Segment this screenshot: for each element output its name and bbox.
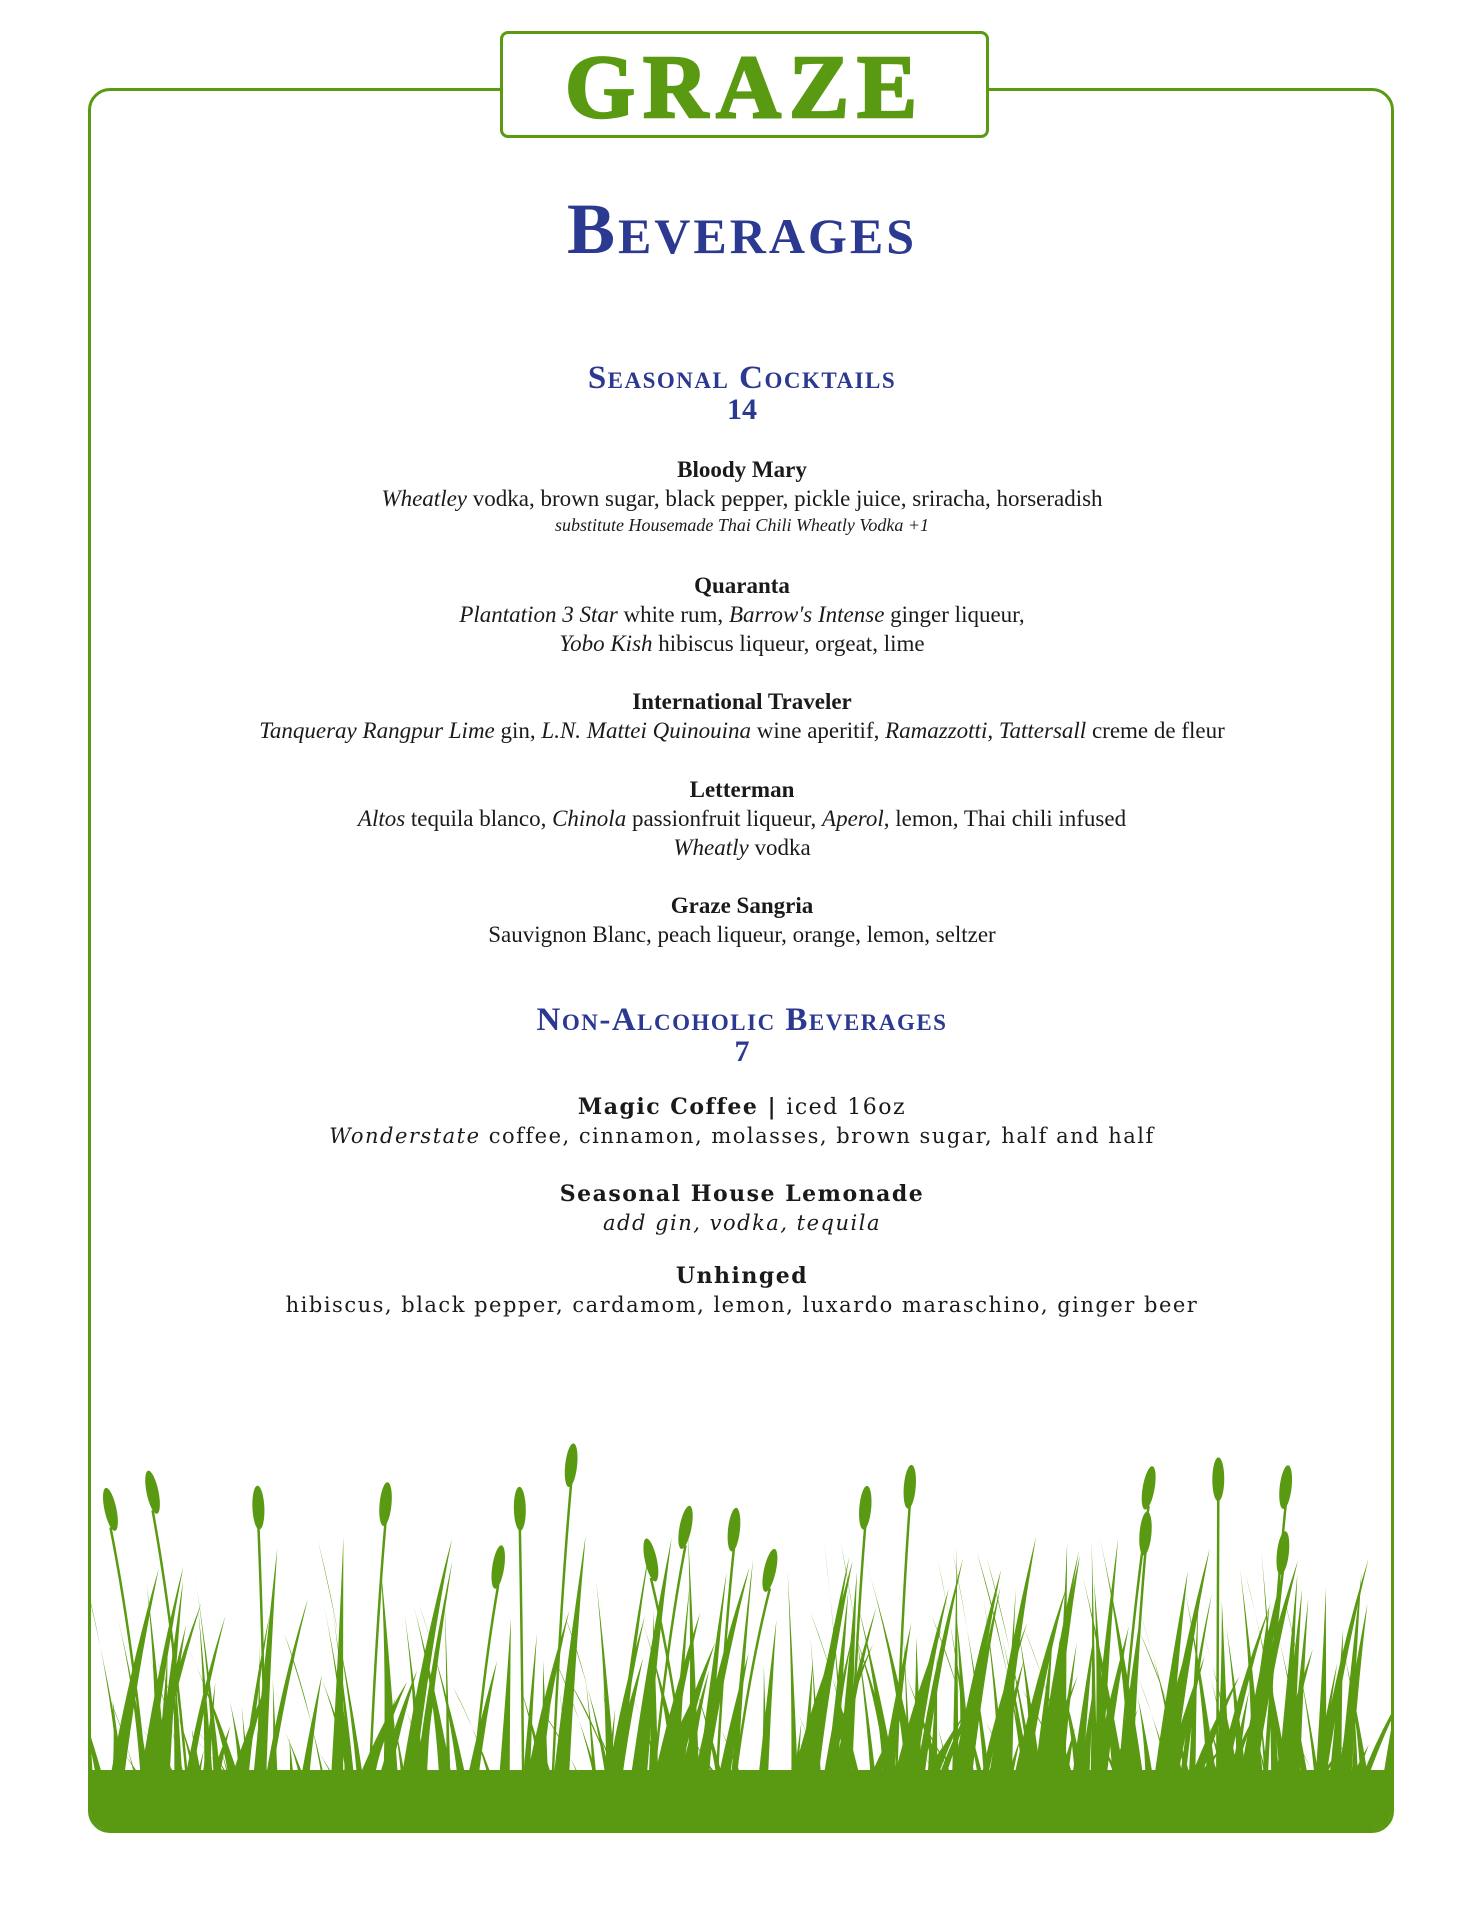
item-name-row — [0, 1093, 1484, 1122]
grass-seed-head — [513, 1487, 526, 1531]
grass-seed-head — [726, 1507, 742, 1552]
item-ingredients-cont: Wheatly vodka — [673, 835, 811, 860]
graze-logo — [500, 31, 989, 138]
item-name: Graze Sangria — [670, 893, 814, 918]
menu-item-magic-coffee — [0, 1093, 1484, 1151]
grass-seed-head — [675, 1505, 695, 1550]
menu-item-letterman — [0, 775, 1484, 862]
non-alcoholic-heading: Non-Alcoholic Beverages — [536, 1002, 948, 1038]
non-alcoholic-price: 7 — [734, 1035, 750, 1068]
item-name: Magic Coffee — [577, 1094, 759, 1120]
grass-seed-head — [378, 1482, 394, 1527]
item-ingredients: Wheatley vodka, brown sugar, black pepper, pickle juice, sriracha, horseradish — [381, 486, 1103, 511]
grass-seed-head — [100, 1487, 121, 1533]
item-name: Seasonal House Lemonade — [559, 1181, 925, 1207]
menu-item-quaranta — [0, 571, 1484, 658]
grass-seed-head — [563, 1443, 580, 1488]
menu-item-lemonade — [0, 1180, 1484, 1238]
item-note: substitute Housemade Thai Chili Wheatly Vodka +1 — [554, 515, 930, 535]
item-ingredients-cont: Yobo Kish hibiscus liqueur, orgeat, lime — [559, 631, 925, 656]
grass-seed-head — [251, 1485, 265, 1529]
menu-frame — [88, 88, 1394, 1833]
non-alcoholic-heading-block — [0, 1004, 1484, 1067]
item-detail: iced 16oz — [786, 1095, 907, 1120]
grass-seed-head — [1212, 1457, 1224, 1501]
svg-text:GRAZE: GRAZE — [564, 42, 925, 127]
grass-seed-head — [1274, 1531, 1291, 1576]
item-ingredients: hibiscus, black pepper, cardamom, lemon, luxardo maraschino, ginger beer — [285, 1293, 1199, 1317]
grass-seed-head — [759, 1548, 780, 1594]
grass-illustration — [91, 1430, 1391, 1830]
grass-seed-head — [902, 1464, 917, 1509]
grass-seed-head — [489, 1544, 507, 1589]
item-ingredients: Tanqueray Rangpur Lime gin, L.N. Mattei Quinouina wine aperitif, Ramazzotti, Tattersall creme de fleur — [259, 718, 1225, 743]
grass-seed-head — [1277, 1465, 1294, 1510]
page-title: Beverages — [566, 189, 918, 269]
item-note: add gin, vodka, tequila — [603, 1211, 881, 1235]
item-name: International Traveler — [632, 689, 852, 714]
item-separator: | — [767, 1094, 778, 1120]
menu-item-international-traveler — [0, 687, 1484, 745]
menu-item-bloody-mary — [0, 455, 1484, 537]
cocktails-heading: Seasonal Cocktails — [587, 360, 897, 396]
grass-stem — [1217, 1497, 1218, 1830]
grass-seed-head — [1139, 1465, 1158, 1510]
item-name: Bloody Mary — [677, 457, 807, 482]
item-ingredients: Altos tequila blanco, Chinola passionfruit liqueur, Aperol, lemon, Thai chili infused — [357, 806, 1127, 831]
item-ingredients: Sauvignon Blanc, peach liqueur, orange, lemon, seltzer — [488, 922, 996, 947]
cocktails-price: 14 — [727, 393, 757, 426]
grass-seed-head — [640, 1537, 661, 1583]
cocktails-heading-block — [0, 362, 1484, 425]
grass-seed-head — [142, 1469, 163, 1515]
logo-wordmark — [520, 43, 970, 127]
item-ingredients: Plantation 3 Star white rum, Barrow's Intense ginger liqueur, — [459, 602, 1025, 627]
grass-seed-head — [857, 1485, 873, 1530]
menu-item-unhinged — [0, 1262, 1484, 1320]
item-ingredients: Wonderstate coffee, cinnamon, molasses, brown sugar, half and half — [329, 1124, 1155, 1148]
item-name: Quaranta — [694, 573, 790, 598]
item-name: Unhinged — [675, 1263, 809, 1289]
item-name: Letterman — [689, 777, 795, 802]
menu-item-graze-sangria — [0, 891, 1484, 949]
